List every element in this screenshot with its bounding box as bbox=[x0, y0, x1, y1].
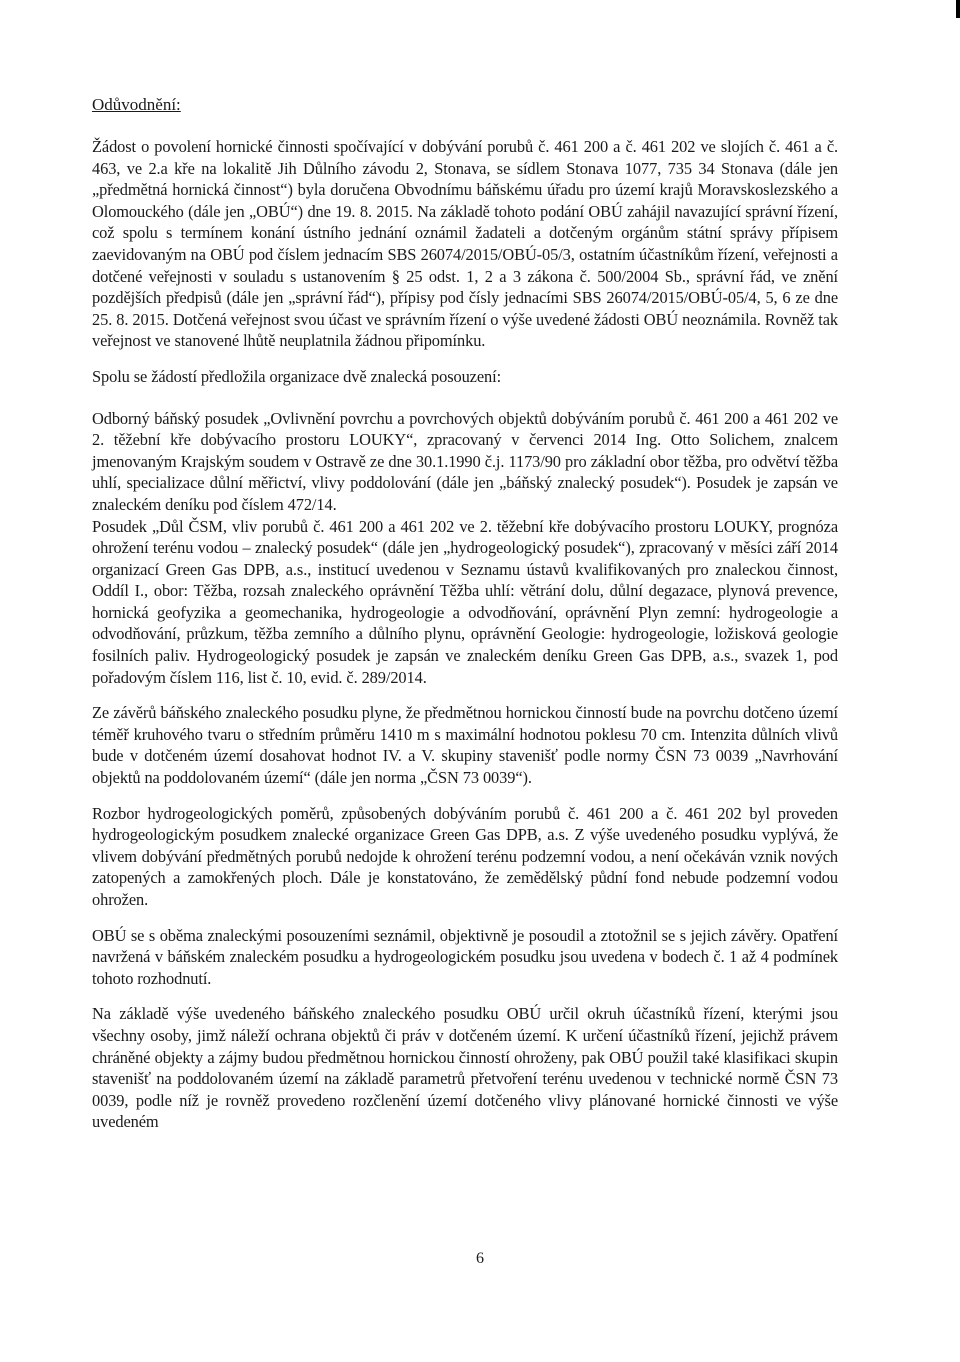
paragraph-mining-conclusions: Ze závěrů báňského znaleckého posudku plyne, že předmětnou hornickou činností bude na povrchu dotčeno území téměř kruhového tvaru o středním průměru 1410 m s maximální hodnotou poklesu 70 cm. Intenzita důlních vlivů bude v dotčeném území dosahovat hodnot IV. a V. skupiny stavenišť podle normy ČSN 73 0039 „Navrhování objektů na poddolovaném území“ (dále jen norma „ČSN 73 0039“). bbox=[92, 703, 838, 788]
paragraph-obu-assessment: OBÚ se s oběma znaleckými posouzeními seznámil, objektivně je posoudil a ztotožnil se s jejich závěry. Opatření navržená v báňském znaleckém posudku a hydrogeologickém posudku jsou uvedena v bodech č. 1 až 4 podmínek tohoto rozhodnutí. bbox=[92, 925, 838, 988]
document-page bbox=[92, 94, 838, 1147]
section-heading: Odůvodnění: bbox=[92, 95, 181, 114]
scan-edge-mark bbox=[956, 0, 960, 18]
page-number: 6 bbox=[476, 1250, 484, 1267]
expert-report-mining: Odborný báňský posudek „Ovlivnění povrchu a povrchových objektů dobýváním porubů č. 461 200 a 461 202 ve 2. těžební kře dobývacího prostoru LOUKY“, zpracovaný v červenci 2014 Ing. Otto Solichem, znalcem jmenovaným Krajským soudem v Ostravě ze dne 30.1.1990 č.j. 1173/90 pro základní obor těžba, pro odvětví těžba uhlí, specializace důlní měřictví, vlivy poddolování (dále jen „báňský znalecký posudek“). Posudek je zapsán ve znaleckém deníku pod číslem 472/14. bbox=[92, 408, 838, 514]
paragraph-participants: Na základě výše uvedeného báňského znaleckého posudku OBÚ určil okruh účastníků řízení, kterými jsou všechny osoby, jimž náleží ochrana objektů či práv v dotčeném území. K určení účastníků řízení, jejichž právem chráněné objekty a zájmy budou předmětnou hornickou činností ohroženy, pak OBÚ použil také klasifikaci skupin stavenišť na poddolovaném území na základě parametrů přetvoření terénu uvedenou v technické normě ČSN 73 0039, podle níž je rovněž provedeno rozčlenění území dotčeného vlivy plánované hornické činnosti ve výše uvedeném bbox=[92, 1004, 838, 1132]
paragraph-request-summary: Žádost o povolení hornické činnosti spočívající v dobývání porubů č. 461 200 a č. 461 202 ve slojích č. 461 a č. 463, ve 2.a kře na lokalitě Jih Důlního závodu 2, Stonava, se sídlem Stonava 1077, 735 34 Stonava (dále jen „předmětná hornická činnost“) byla doručena Obvodnímu báňskému úřadu pro území krajů Moravskoslezského a Olomouckého (dále jen „OBÚ“) dne 19. 8. 2015. Na základě tohoto podání OBÚ zahájil navazující správní řízení, což spolu s termínem konání ústního jednání oznámil žadateli a dotčeným orgánům státní správy přípisem zaevidovaným na OBÚ pod číslem jednacím SBS 26074/2015/OBÚ-05/3, ostatním účastníkům řízení, veřejnosti a dotčené veřejnosti v souladu s ustanovením § 25 odst. 1, 2 a 3 zákona č. 500/2004 Sb., správní řád, ve znění pozdějších předpisů (dále jen „správní řád“), přípisy pod čísly jednacími SBS 26074/2015/OBÚ-05/4, 5, 6 ze dne 25. 8. 2015. Dotčená veřejnost svou účast ve správním řízení o výše uvedené žádosti OBÚ neoznámila. Rovněž tak veřejnost ve stanovené lhůtě neuplatnila žádnou připomínku. bbox=[92, 137, 838, 351]
expert-report-hydrogeology: Posudek „Důl ČSM, vliv porubů č. 461 200 a 461 202 ve 2. těžební kře dobývacího prostoru LOUKY, prognóza ohrožení terénu vodou – znalecký posudek“ (dále jen „hydrogeologický posudek“), zpracovaný v měsíci září 2014 organizací Green Gas DPB, a.s., institucí uvedenou v Seznamu ústavů kvalifikovaných pro znaleckou činnost, Oddíl I., obor: Těžba, rozsah znaleckého oprávnění Těžba uhlí: větrání dolu, důlní degazace, plynová prevence, hornická geofyzika a geomechanika, hydrogeologie a odvodňování, oprávnění Plyn zemní: hydrogeologie a odvodňování, průzkum, těžba zemního a důlního plynu, oprávnění Geologie: hydrogeologie, ložisková geologie fosilních paliv. Hydrogeologický posudek je zapsán ve znaleckém deníku Green Gas DPB, a.s., svazek 1, pod pořadovým číslem 116, list č. 10, evid. č. 289/2014. bbox=[92, 516, 838, 687]
paragraph-expert-reports-intro: Spolu se žádostí předložila organizace dvě znalecká posouzení: bbox=[92, 366, 502, 386]
paragraph-hydrogeology-analysis: Rozbor hydrogeologických poměrů, způsobených dobýváním porubů č. 461 200 a č. 461 202 byl proveden hydrogeologickým posudkem znalecké organizace Green Gas DPB, a.s. Z výše uvedeného posudku vyplývá, že vlivem dobývání předmětných porubů nedojde k ohrožení terénu podzemní vodou, a není očekáván vznik nových zatopených a zamokřených ploch. Dále je konstatováno, že zemědělský půdní fond nebude podzemní vodou ohrožen. bbox=[92, 803, 838, 909]
expert-reports-list bbox=[92, 408, 838, 689]
